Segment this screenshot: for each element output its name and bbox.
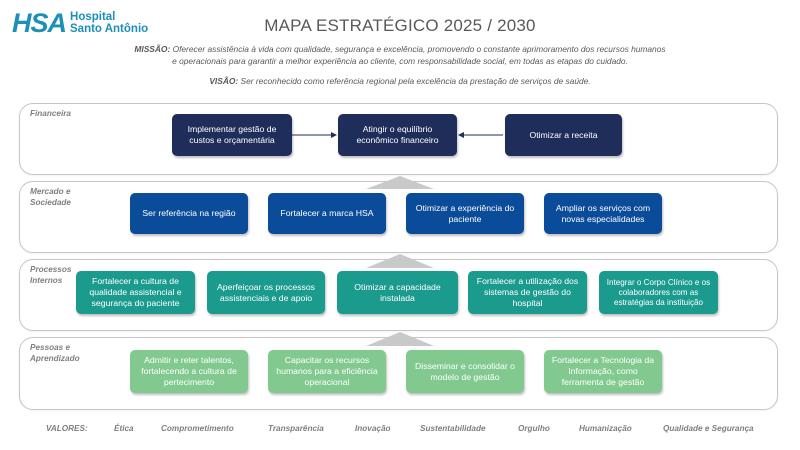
objective-proc-capacity[interactable]: Otimizar a capacidade instalada (337, 271, 458, 314)
triangle-up-2 (366, 254, 434, 268)
objective-ppl-model[interactable]: Disseminar e consolidar o modelo de gestão (406, 350, 524, 393)
perspective-label-pessoas: Pessoas e Aprendizado (30, 343, 80, 363)
value-item: Inovação (355, 424, 391, 433)
value-item: Humanização (579, 424, 632, 433)
mission-line2: e operacionais para garantir a melhor experiência ao cliente, com responsabilidade social, em todas as etapas do cuidado. (172, 56, 628, 66)
value-item: Orgulho (518, 424, 550, 433)
objective-fin-costs[interactable]: Implementar gestão de custos e orçamentária (172, 114, 292, 156)
objective-mkt-brand[interactable]: Fortalecer a marca HSA (268, 193, 386, 234)
value-item: Qualidade e Segurança (663, 424, 754, 433)
vision-label: VISÃO: (209, 76, 239, 86)
perspective-label-financeira: Financeira (30, 109, 71, 118)
logo-name-line1: Hospital (70, 11, 116, 23)
vision-text: Ser reconhecido como referência regional pela excelência da prestação de serviços de saúde. (240, 76, 591, 86)
value-item: Comprometimento (161, 424, 234, 433)
perspective-label-mercado: Mercado e Sociedade (30, 187, 71, 207)
logo-mark: HSA (12, 7, 67, 38)
values-row (46, 424, 786, 433)
values-label: VALORES: (46, 424, 88, 433)
objective-proc-improve[interactable]: Aperfeiçoar os processos assistenciais e de apoio (207, 271, 325, 314)
value-item: Sustentabilidade (420, 424, 486, 433)
triangle-up-3 (366, 332, 434, 346)
objective-proc-systems[interactable]: Fortalecer a utilização dos sistemas de gestão do hospital (468, 271, 587, 314)
objective-mkt-experience[interactable]: Otimizar a experiência do paciente (406, 193, 524, 234)
objective-fin-balance[interactable]: Atingir o equilíbrio econômico financeiro (338, 114, 457, 156)
objective-mkt-reference[interactable]: Ser referência na região (130, 193, 248, 234)
objective-mkt-services[interactable]: Ampliar os serviços com novas especialidades (544, 193, 662, 234)
triangle-up-1 (366, 176, 434, 189)
mission-line1: Oferecer assistência à vida com qualidade, segurança e excelência, promovendo o constante aprimoramento dos recursos humanos (172, 44, 666, 54)
objective-ppl-talent[interactable]: Admitir e reter talentos, fortalecendo a cultura de pertecimento (130, 350, 248, 393)
objective-proc-quality[interactable]: Fortalecer a cultura de qualidade assistencial e segurança do paciente (76, 271, 195, 314)
objective-fin-revenue[interactable]: Otimizar a receita (505, 114, 622, 156)
mission-label: MISSÃO: (134, 44, 171, 54)
objective-proc-integrate[interactable]: Integrar o Corpo Clínico e os colaboradores com as estratégias da instituição (599, 271, 718, 314)
value-item: Ética (114, 424, 134, 433)
objective-ppl-it[interactable]: Fortalecer a Tecnologia da Informação, como ferramenta de gestão (544, 350, 662, 393)
objective-ppl-training[interactable]: Capacitar os recursos humanos para a eficiência operacional (268, 350, 386, 393)
logo-name-line2: Santo Antônio (70, 23, 149, 35)
page-title: MAPA ESTRATÉGICO 2025 / 2030 (264, 16, 536, 35)
perspective-label-processos: Processos Internos (30, 265, 72, 285)
value-item: Transparência (268, 424, 324, 433)
